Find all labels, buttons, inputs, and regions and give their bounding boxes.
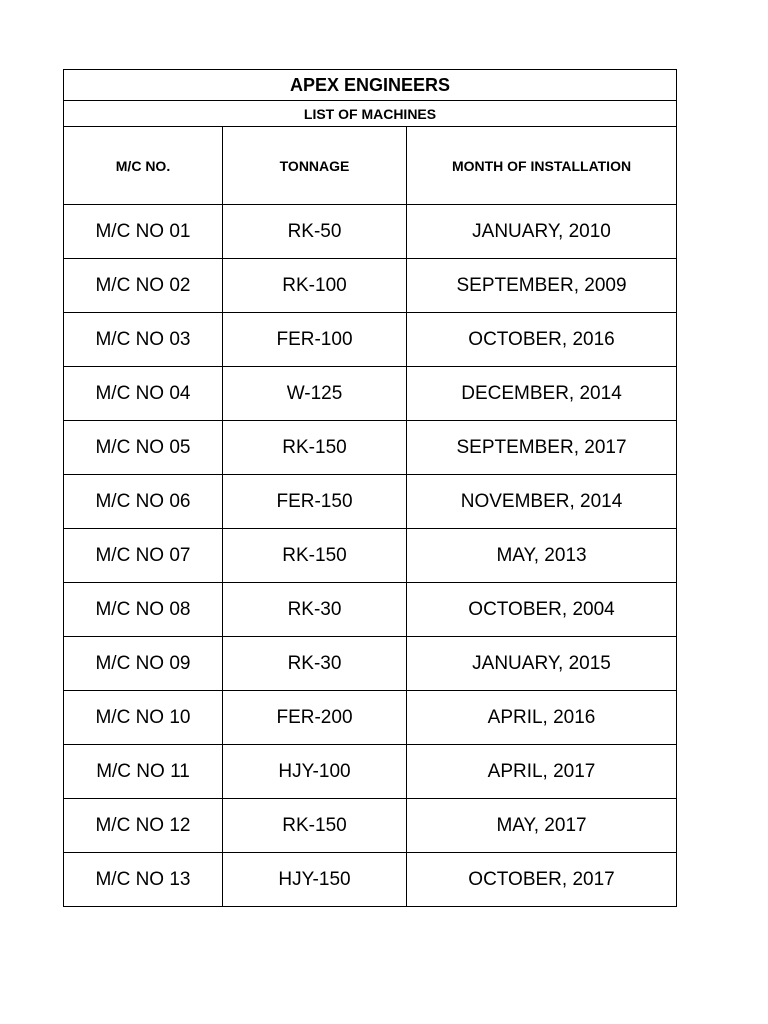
tonnage-cell: RK-30 <box>223 583 407 637</box>
company-title: APEX ENGINEERS <box>64 70 677 101</box>
list-subtitle: LIST OF MACHINES <box>64 101 677 127</box>
column-header-installation-month: MONTH OF INSTALLATION <box>407 127 677 205</box>
installation-month-cell: JANUARY, 2010 <box>407 205 677 259</box>
installation-month-cell: SEPTEMBER, 2017 <box>407 421 677 475</box>
mc-no-cell: M/C NO 04 <box>64 367 223 421</box>
mc-no-cell: M/C NO 12 <box>64 799 223 853</box>
machine-list-table <box>63 69 677 907</box>
column-header-row <box>64 127 677 205</box>
installation-month-cell: NOVEMBER, 2014 <box>407 475 677 529</box>
title-row <box>64 70 677 101</box>
installation-month-cell: OCTOBER, 2017 <box>407 853 677 907</box>
machine-list-sheet <box>63 69 676 907</box>
column-header-tonnage: TONNAGE <box>223 127 407 205</box>
mc-no-cell: M/C NO 13 <box>64 853 223 907</box>
mc-no-cell: M/C NO 07 <box>64 529 223 583</box>
tonnage-cell: FER-200 <box>223 691 407 745</box>
table-row <box>64 799 677 853</box>
table-body <box>64 205 677 907</box>
mc-no-cell: M/C NO 10 <box>64 691 223 745</box>
tonnage-cell: FER-100 <box>223 313 407 367</box>
tonnage-cell: RK-150 <box>223 421 407 475</box>
table-row <box>64 313 677 367</box>
table-row <box>64 637 677 691</box>
installation-month-cell: DECEMBER, 2014 <box>407 367 677 421</box>
table-row <box>64 529 677 583</box>
installation-month-cell: OCTOBER, 2004 <box>407 583 677 637</box>
installation-month-cell: APRIL, 2016 <box>407 691 677 745</box>
table-row <box>64 367 677 421</box>
tonnage-cell: RK-100 <box>223 259 407 313</box>
mc-no-cell: M/C NO 11 <box>64 745 223 799</box>
mc-no-cell: M/C NO 06 <box>64 475 223 529</box>
tonnage-cell: RK-150 <box>223 529 407 583</box>
column-header-mc-no: M/C NO. <box>64 127 223 205</box>
table-row <box>64 691 677 745</box>
installation-month-cell: MAY, 2017 <box>407 799 677 853</box>
tonnage-cell: HJY-100 <box>223 745 407 799</box>
installation-month-cell: SEPTEMBER, 2009 <box>407 259 677 313</box>
mc-no-cell: M/C NO 05 <box>64 421 223 475</box>
table-row <box>64 745 677 799</box>
table-row <box>64 853 677 907</box>
table-row <box>64 583 677 637</box>
tonnage-cell: RK-30 <box>223 637 407 691</box>
mc-no-cell: M/C NO 02 <box>64 259 223 313</box>
tonnage-cell: W-125 <box>223 367 407 421</box>
mc-no-cell: M/C NO 03 <box>64 313 223 367</box>
table-row <box>64 259 677 313</box>
table-row <box>64 421 677 475</box>
subtitle-row <box>64 101 677 127</box>
installation-month-cell: OCTOBER, 2016 <box>407 313 677 367</box>
mc-no-cell: M/C NO 08 <box>64 583 223 637</box>
installation-month-cell: MAY, 2013 <box>407 529 677 583</box>
table-row <box>64 475 677 529</box>
tonnage-cell: FER-150 <box>223 475 407 529</box>
tonnage-cell: RK-150 <box>223 799 407 853</box>
mc-no-cell: M/C NO 09 <box>64 637 223 691</box>
mc-no-cell: M/C NO 01 <box>64 205 223 259</box>
installation-month-cell: JANUARY, 2015 <box>407 637 677 691</box>
tonnage-cell: HJY-150 <box>223 853 407 907</box>
installation-month-cell: APRIL, 2017 <box>407 745 677 799</box>
tonnage-cell: RK-50 <box>223 205 407 259</box>
table-row <box>64 205 677 259</box>
